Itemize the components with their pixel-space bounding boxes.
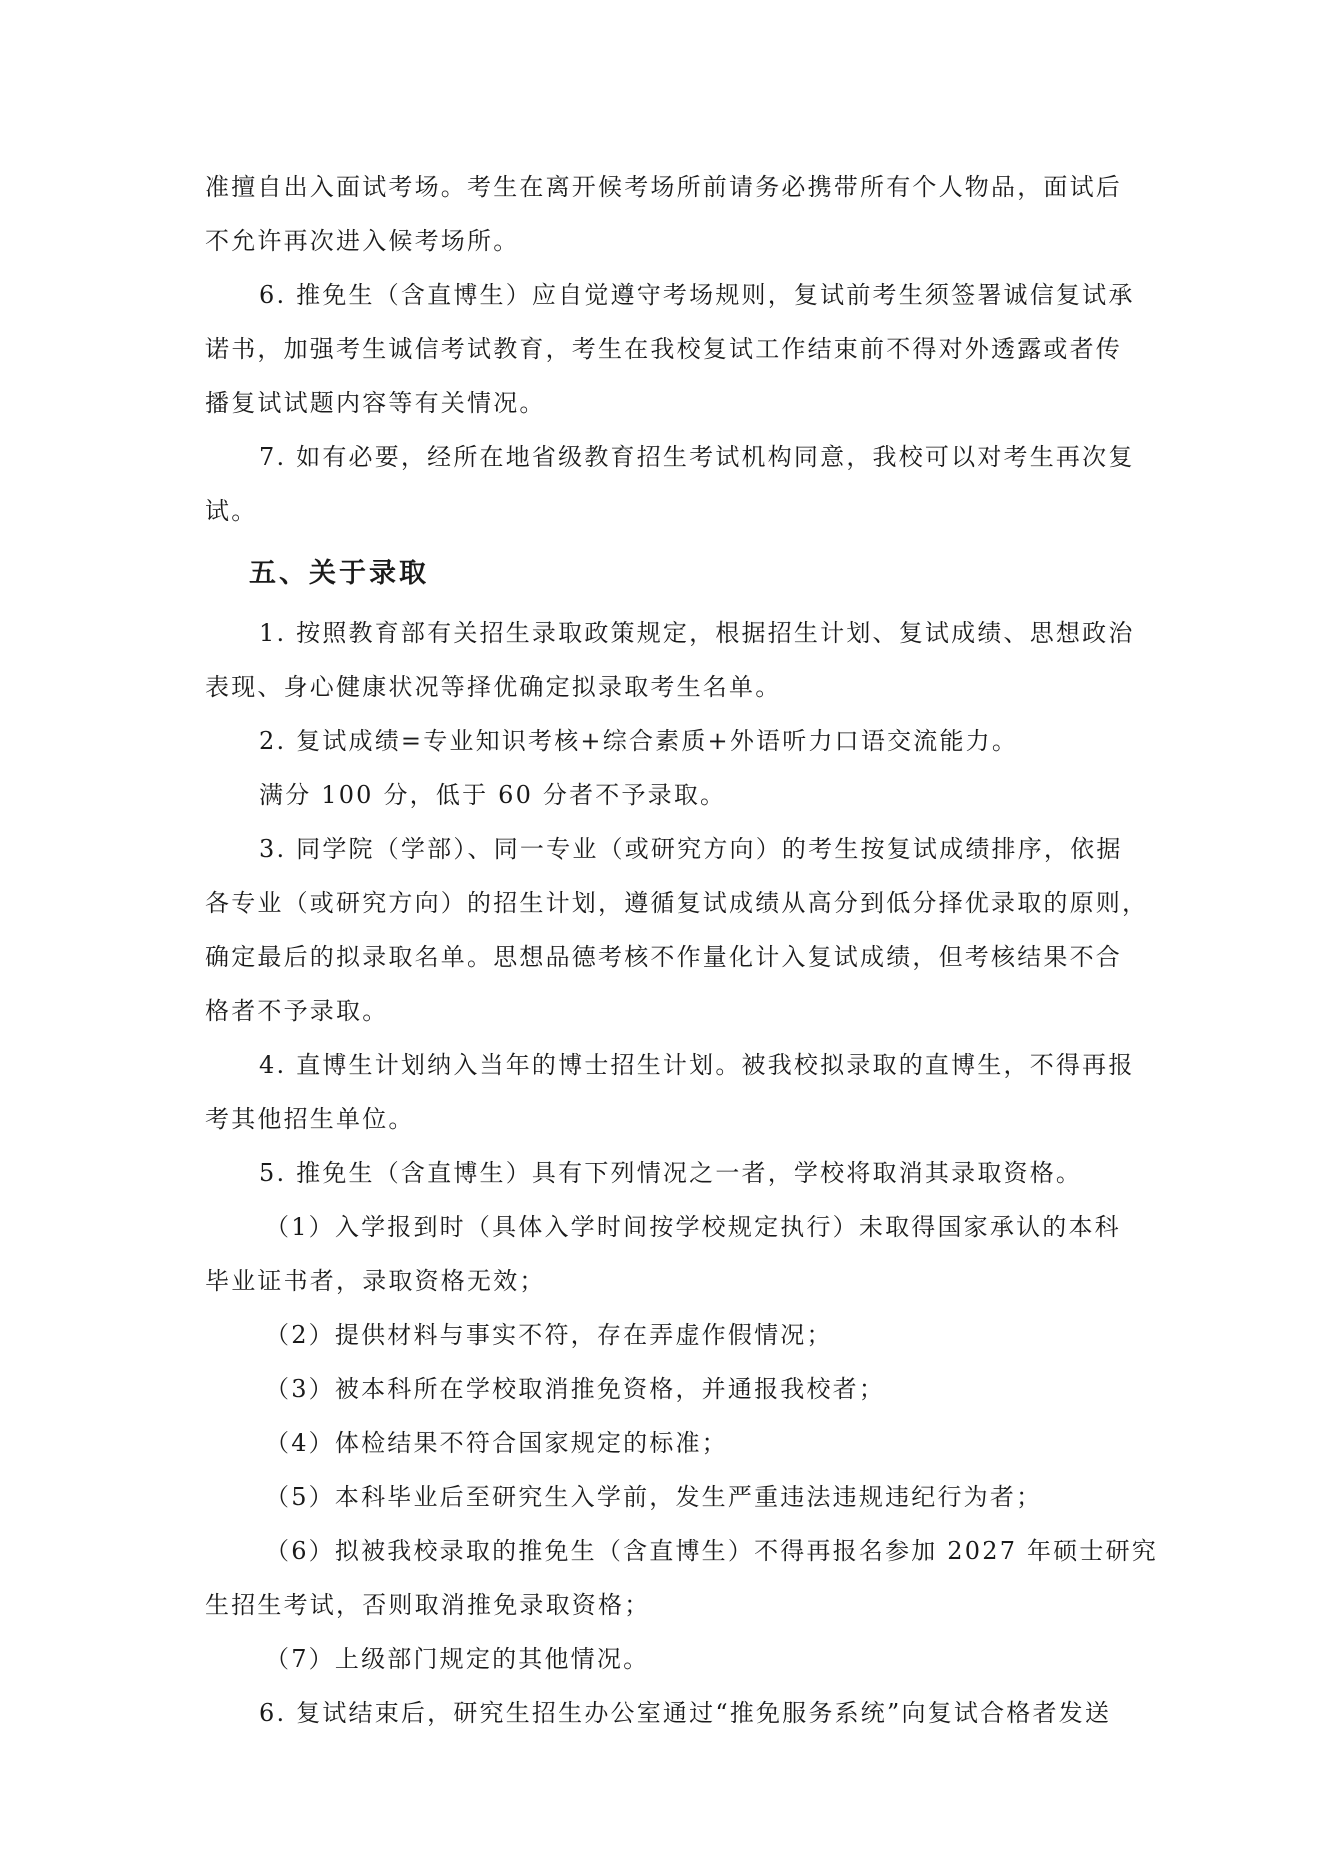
list-item-line: （7）上级部门规定的其他情况。 xyxy=(265,1645,650,1673)
paragraph-line: 1. 按照教育部有关招生录取政策规定，根据招生计划、复试成绩、思想政治 xyxy=(259,619,1135,647)
list-item-line: （4）体检结果不符合国家规定的标准； xyxy=(265,1429,728,1457)
document-body xyxy=(205,160,1159,1740)
paragraph-line: 2. 复试成绩=专业知识考核+综合素质+外语听力口语交流能力。 xyxy=(259,727,1019,755)
list-item-line: （3）被本科所在学校取消推免资格，并通报我校者； xyxy=(265,1375,886,1403)
paragraph-line: 4. 直博生计划纳入当年的博士招生计划。被我校拟录取的直博生，不得再报 xyxy=(259,1051,1135,1079)
paragraph-line: 表现、身心健康状况等择优确定拟录取考生名单。 xyxy=(205,673,782,701)
paragraph-line: 不允许再次进入候考场所。 xyxy=(205,227,520,255)
paragraph-line: 准擅自出入面试考场。考生在离开候考场所前请务必携带所有个人物品，面试后 xyxy=(205,173,1122,201)
list-item-line: （2）提供材料与事实不符，存在弄虚作假情况； xyxy=(265,1321,833,1349)
section-heading: 五、关于录取 xyxy=(249,558,429,589)
paragraph-line: 试。 xyxy=(205,497,258,525)
paragraph-line: 5. 推免生（含直博生）具有下列情况之一者，学校将取消其录取资格。 xyxy=(259,1159,1083,1187)
paragraph-line: 格者不予录取。 xyxy=(205,997,389,1025)
paragraph-line: 考其他招生单位。 xyxy=(205,1105,415,1133)
paragraph-line: 6. 复试结束后，研究生招生办公室通过“推免服务系统”向复试合格者发送 xyxy=(259,1699,1112,1727)
list-item-line: （6）拟被我校录取的推免生（含直博生）不得再报名参加 2027 年硕士研究 xyxy=(265,1537,1159,1565)
paragraph-line: 满分 100 分，低于 60 分者不予录取。 xyxy=(259,781,727,809)
paragraph-line: 3. 同学院（学部）、同一专业（或研究方向）的考生按复试成绩排序，依据 xyxy=(259,835,1123,863)
paragraph-line: 播复试试题内容等有关情况。 xyxy=(205,389,546,417)
paragraph-line: 7. 如有必要，经所在地省级教育招生考试机构同意，我校可以对考生再次复 xyxy=(259,443,1135,471)
paragraph-line: 6. 推免生（含直博生）应自觉遵守考场规则，复试前考生须签署诚信复试承 xyxy=(259,281,1135,309)
list-item-line: 生招生考试，否则取消推免录取资格； xyxy=(205,1591,651,1619)
paragraph-line: 确定最后的拟录取名单。思想品德考核不作量化计入复试成绩，但考核结果不合 xyxy=(205,943,1122,971)
list-item-line: 毕业证书者，录取资格无效； xyxy=(205,1267,546,1295)
paragraph-line: 各专业（或研究方向）的招生计划，遵循复试成绩从高分到低分择优录取的原则， xyxy=(205,889,1149,917)
paragraph-line: 诺书，加强考生诚信考试教育，考生在我校复试工作结束前不得对外透露或者传 xyxy=(205,335,1122,363)
list-item-line: （1）入学报到时（具体入学时间按学校规定执行）未取得国家承认的本科 xyxy=(265,1213,1121,1241)
list-item-line: （5）本科毕业后至研究生入学前，发生严重违法违规违纪行为者； xyxy=(265,1483,1043,1511)
